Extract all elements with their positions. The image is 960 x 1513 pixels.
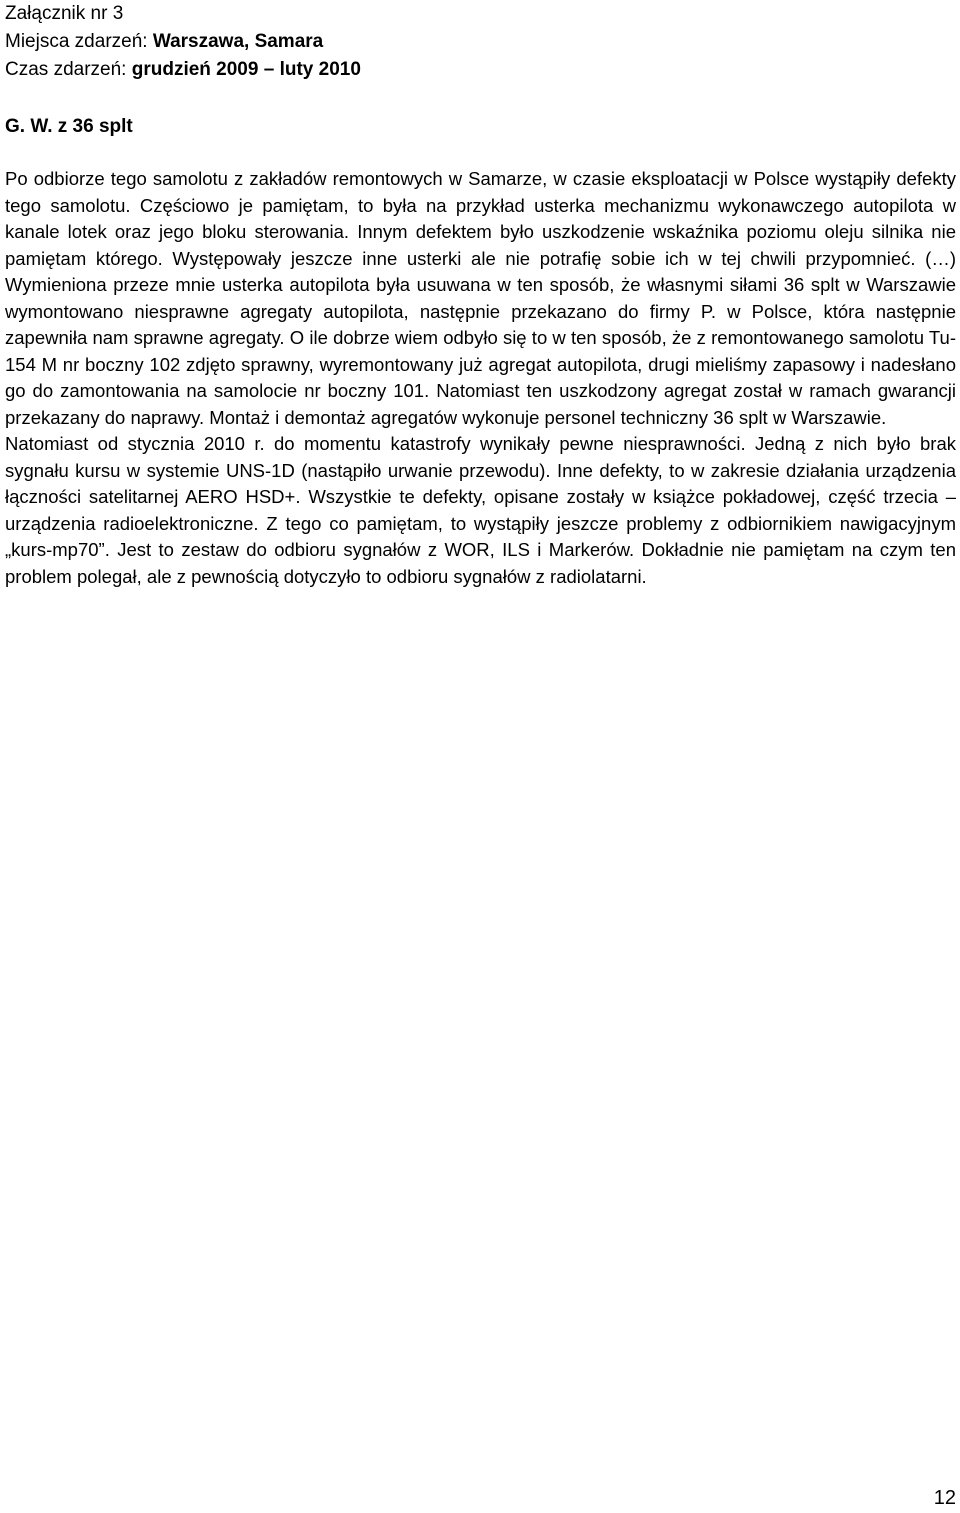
event-places [5, 28, 956, 56]
testimony-paragraph-2: Natomiast od stycznia 2010 r. do momentu katastrofy wynikały pewne niesprawności. Jedną z nich było brak sygnału kursu w systemie UNS-1D (nastąpiło urwanie przewodu). Inne defekty, to w zakresie działania urządzenia łączności satelitarnej AERO HSD+. Wszystkie te defekty, opisane zostały w książce pokładowej, część trzecia – urządzenia radioelektroniczne. Z tego co pamiętam, to wystąpiły jeszcze problemy z odbiornikiem nawigacyjnym „kurs-mp70”. Jest to zestaw do odbioru sygnałów z WOR, ILS i Markerów. Dokładnie nie pamiętam na czym ten problem polegał, ale z pewnością dotyczyło to odbioru sygnałów z radiolatarni. [5, 433, 956, 587]
event-places-value: Warszawa, Samara [152, 31, 324, 52]
page-number: 12 [933, 1487, 956, 1509]
event-time-value: grudzień 2009 – luty 2010 [131, 59, 361, 80]
event-time [5, 56, 956, 84]
testimony-paragraph-1: Po odbiorze tego samolotu z zakładów remontowych w Samarze, w czasie eksploatacji w Polsce wystąpiły defekty tego samolotu. Częściowo je pamiętam, to była na przykład usterka mechanizmu wykonawczego autopilota w kanale lotek oraz jego bloku sterowania. Innym defektem było uszkodzenie wskaźnika poziomu oleju silnika nie pamiętam którego. Występowały jeszcze inne usterki ale nie potrafię sobie ich w tej chwili przypomnieć. (…) Wymieniona przeze mnie usterka autopilota była usuwana w ten sposób, że własnymi siłami 36 splt w Warszawie wymontowano niesprawne agregaty autopilota, następnie przekazano do firmy P. w Polsce, która następnie zapewniła nam sprawne agregaty. O ile dobrze wiem odbyło się to w ten sposób, że z remontowanego samolotu Tu-154 M nr boczny 102 zdjęto sprawny, wyremontowany już agregat autopilota, drugi mieliśmy zapasowy i nadesłano go do zamontowania na samolocie nr boczny 101. Natomiast ten uszkodzony agregat został w ramach gwarancji przekazany do naprawy. Montaż i demontaż agregatów wykonuje personel techniczny 36 splt w Warszawie. [5, 168, 956, 428]
testimony-body [5, 166, 956, 590]
attachment-label: Załącznik nr 3 [5, 3, 124, 24]
event-places-label: Miejsca zdarzeń: [5, 31, 153, 52]
event-time-label: Czas zdarzeń: [5, 59, 132, 80]
witness-heading: G. W. z 36 splt [5, 116, 133, 137]
document-page [5, 0, 956, 590]
